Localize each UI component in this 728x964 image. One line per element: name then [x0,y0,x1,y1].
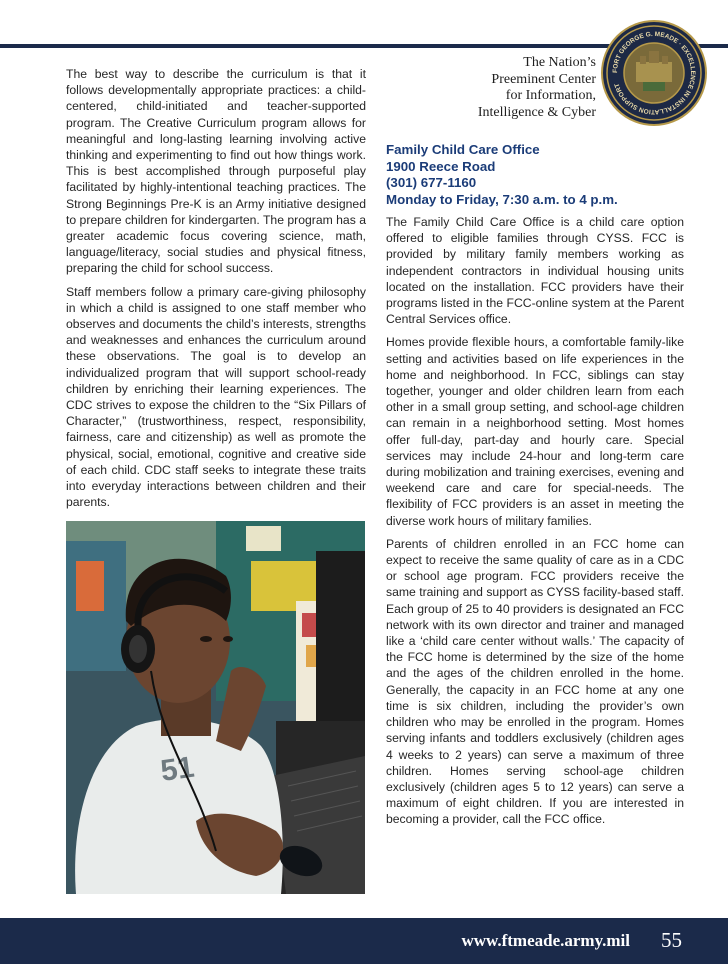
office-phone: (301) 677-1160 [386,175,477,190]
page-number: 55 [661,928,682,952]
fcc-intro-paragraph: The Family Child Care Office is a child care option offered to eligible families through CYSS. FCC is provided by military family members working as independent contractors in individual housing units located on the installation. FCC providers have their programs listed in the FCC-online system at the Parent Central Services office. [386,215,684,327]
footer-url-link[interactable]: www.ftmeade.army.mil [461,931,630,950]
fcc-parents-paragraph: Parents of children enrolled in an FCC home can expect to receive the same quality of care as in a CDC or school age program. FCC providers receive the same training and support as CYSS facility-based staff. Each group of 25 to 40 providers is designated an FCC network with its own director and trainer and managed like a ‘child care center without walls.’ The capacity of the FCC home is determined by the size of the home and the ages of the children enrolled in the home. Generally, the capacity in an FCC home at any one time is six children, including the provider’s own children who may be enrolled in the program. Homes serving infants and toddlers exclusively (children ages 4 weeks to 2 years) can serve a maximum of three children. Homes serving school-age children exclusively (children ages 5 to 12 years) can serve a maximum of eight children. If you are interested in becoming a provider, call the FCC office. [386,536,684,827]
footer-bar [0,918,728,964]
tagline-line: for Information, [505,88,596,103]
seal-graphic [603,22,705,124]
tagline-line: Intelligence & Cyber [477,104,596,120]
tagline-line: The Nation’s [523,55,596,70]
office-address: 1900 Reece Road [386,158,496,174]
staff-paragraph: Staff members follow a primary care-giving philosophy in which a child is assigned to one staff member who observes and documents the child’s interests, strengths and weaknesses and enhances the curriculum around these observations. The goal is to develop an individualized program that will support school-ready children by enriching their learning experiences. The CDC strives to expose the children to the “Six Pillars of Character,” (trustworthiness, respect, responsibility, fairness, care and citizenship) as well as promote the physical, social, emotional, cognitive and creative side of each child. CDC staff seeks to integrate these traits into everyday interactions between children and their parents. [66,284,366,510]
seal-text: FORT GEORGE G. MEADE · EXCELLENCE IN INSTALLATION SUPPORT [611,30,697,116]
tagline [396,55,596,121]
shirt-number: 51 [158,750,197,788]
tagline-line: Preeminent Center [491,71,596,87]
left-column [66,66,366,517]
fcc-homes-paragraph: Homes provide flexible hours, a comfortable family-like setting and activities based on life experiences in the home and neighborhood. In FCC, siblings can stay together, younger and older children learn from each other in a small group setting, and school-age children can remain in a neighborhood setting. Most homes offer full-day, part-day and hourly care. Special services may include 24-hour and long-term care during mobilization and training exercises, evening and weekend care and care for special-needs. The flexibility of FCC providers is an asset in meeting the diverse work hours of military families. [386,335,684,528]
office-heading [386,142,684,208]
right-column [386,142,684,835]
photo-boy-at-computer [66,521,365,894]
office-hours: Monday to Friday, 7:30 a.m. to 4 p.m. [386,191,618,207]
curriculum-paragraph: The best way to describe the curriculum is that it follows developmentally appropriate practices: a child-centered, child-initiated and teacher-supported program. The Creative Curriculum program allows for meaningful and long-lasting learning involving active thinking and experimenting to find out how things work. This is best accomplished through purposeful play facilitated by highly-intentional teaching practices. The Strong Beginnings Pre-K is an Army initiative designed to prepare children for kindergarten. The program has a greater academic focus covering science, math, language/literacy, social studies and physical fitness, preparing the child for school success. [66,67,366,276]
fort-meade-seal-logo [601,20,707,126]
photo-illustration [66,521,365,894]
office-name: Family Child Care Office [386,142,540,157]
